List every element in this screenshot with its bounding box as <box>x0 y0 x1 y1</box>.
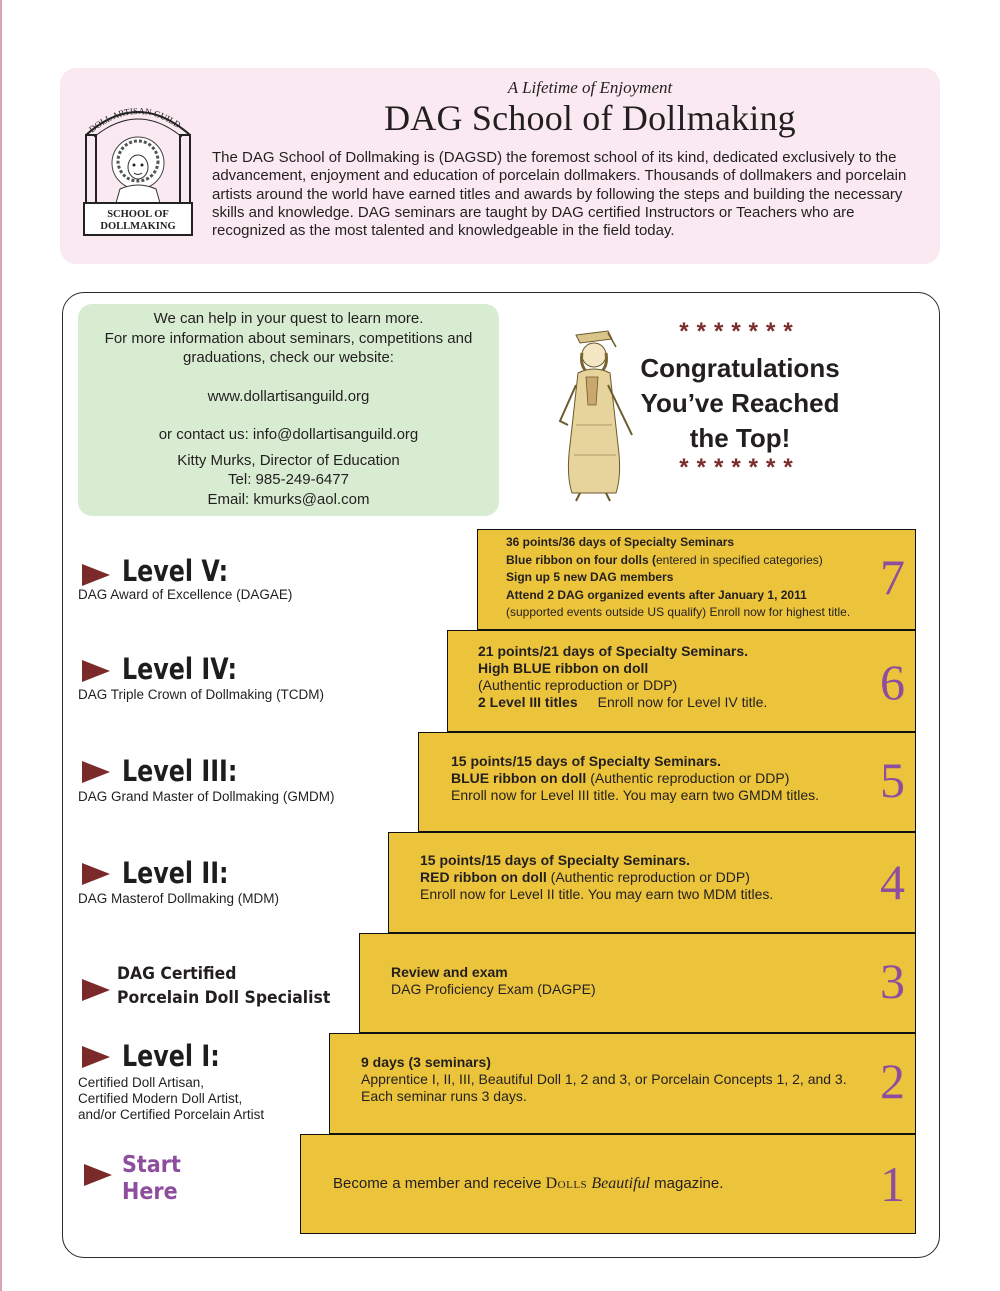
svg-text:DOLL ARTISAN GUILD <box>87 106 183 135</box>
tagline: A Lifetime of Enjoyment <box>507 78 673 97</box>
intro-paragraph: The DAG School of Dollmaking is (DAGSD) the foremost school of its kind, dedicated exclusively to the advancement, enjoyment and education of porcelain dollmakers. Thousands of dollmakers and porcelain artists around the world have earned titles and awards by following the steps and building the necessary skills and knowledge. DAG seminars are taught by DAG certified Instructors or Teachers who are recognized as the most talented and knowledgeable in the field today. <box>212 149 907 240</box>
director-email[interactable]: Email: kmurks@aol.com <box>207 490 370 508</box>
level-v-name: Level V: <box>122 554 229 588</box>
level-ii-title: DAG Masterof Dollmaking (MDM) <box>78 891 280 906</box>
doll-artisan-guild-logo <box>80 95 196 237</box>
step-4-line3: Enroll now for Level II title. You may earn two MDM titles. <box>420 886 774 902</box>
step-2-line3: Each seminar runs 3 days. <box>361 1088 527 1104</box>
step-2-number: 2 <box>880 1053 905 1109</box>
arrow-icon <box>82 979 110 1001</box>
dolls-beautiful-wordmark-beautiful: Beautiful <box>591 1175 650 1192</box>
arrow-icon <box>82 1046 110 1068</box>
page-edge-rule <box>0 0 2 1291</box>
step-7-line3: Sign up 5 new DAG members <box>506 570 674 584</box>
certified-line1: DAG Certified <box>117 964 237 984</box>
congrats-line2: You’ve Reached <box>640 388 840 418</box>
contact-info-box <box>78 304 499 516</box>
stars-bottom: ******* <box>679 454 801 481</box>
contact-line2: For more information about seminars, competitions and <box>104 329 473 347</box>
step-5-number: 5 <box>880 752 905 808</box>
level-i-name: Level I: <box>122 1039 220 1073</box>
start-line2: Here <box>122 1179 178 1205</box>
congrats-line3: the Top! <box>689 423 791 453</box>
step-3-number: 3 <box>880 953 905 1009</box>
step-7-line5: (supported events outside US qualify) Enroll now for highest title. <box>506 605 851 619</box>
step-6-line1: 21 points/21 days of Specialty Seminars. <box>478 643 748 659</box>
congrats-heading <box>610 351 870 456</box>
page-title: DAG School of Dollmaking <box>384 98 796 138</box>
step-5-line3: Enroll now for Level III title. You may earn two GMDM titles. <box>451 787 820 803</box>
website-link[interactable]: www.dollartisanguild.org <box>207 387 370 405</box>
logo-plaque-line2: DOLLMAKING <box>100 221 176 232</box>
step-4-number: 4 <box>880 854 905 910</box>
step-7-line1: 36 points/36 days of Specialty Seminars <box>506 535 735 549</box>
step-3-line2: DAG Proficiency Exam (DAGPE) <box>391 981 596 997</box>
step-3-text <box>391 964 596 998</box>
level-iv-name: Level IV: <box>122 652 238 686</box>
step-2 <box>329 1033 916 1134</box>
step-6-number: 6 <box>880 654 905 710</box>
step-3-line1: Review and exam <box>391 964 508 980</box>
step-4-line1: 15 points/15 days of Specialty Seminars. <box>420 852 690 868</box>
step-6-line4: 2 Level III titles Enroll now for Level IV title. <box>478 694 768 710</box>
step-5-line1: 15 points/15 days of Specialty Seminars. <box>451 753 721 769</box>
arrow-icon <box>82 564 110 586</box>
step-7 <box>477 529 916 630</box>
step-6-line3: (Authentic reproduction or DDP) <box>478 677 678 693</box>
step-2-line1: 9 days (3 seminars) <box>361 1054 491 1070</box>
logo-plaque-line1: SCHOOL OF <box>107 209 169 220</box>
arrow-icon <box>82 660 110 682</box>
start-line1: Start <box>122 1152 181 1178</box>
step-7-line2: Blue ribbon on four dolls (entered in specified categories) <box>506 552 823 567</box>
level-i-title3: and/or Certified Porcelain Artist <box>78 1107 265 1122</box>
contact-email-line[interactable]: or contact us: info@dollartisanguild.org <box>158 426 419 443</box>
level-iii-title: DAG Grand Master of Dollmaking (GMDM) <box>78 789 335 804</box>
step-5-text <box>451 753 819 804</box>
step-6-line2: High BLUE ribbon on doll <box>478 660 649 676</box>
level-ii-name: Level II: <box>122 856 229 890</box>
contact-line1: We can help in your quest to learn more. <box>153 310 424 327</box>
step-4-line2: RED ribbon on doll (Authentic reproduction or DDP) <box>420 869 750 885</box>
step-2-line2: Apprentice I, II, III, Beautiful Doll 1, 2 and 3, or Porcelain Concepts 1, 2, and 3. <box>361 1071 847 1087</box>
arrow-icon <box>84 1164 112 1186</box>
certified-line2: Porcelain Doll Specialist <box>117 988 331 1008</box>
step-1 <box>300 1134 916 1234</box>
level-v-title: DAG Award of Excellence (DAGAE) <box>78 587 293 602</box>
step-4-text <box>420 852 773 903</box>
step-5 <box>418 732 916 832</box>
level-i-title2: Certified Modern Doll Artist, <box>78 1091 243 1106</box>
step-6 <box>447 630 916 732</box>
step-7-text <box>506 534 850 622</box>
logo-arc-text: DOLL ARTISAN GUILD <box>87 105 183 135</box>
level-iii-name: Level III: <box>122 754 238 788</box>
arrow-icon <box>82 761 110 783</box>
director-name: Kitty Murks, Director of Education <box>177 451 400 469</box>
step-7-number: 7 <box>880 549 905 605</box>
level-i-title1: Certified Doll Artisan, <box>78 1075 205 1090</box>
step-5-line2: BLUE ribbon on doll (Authentic reproduction or DDP) <box>451 770 790 786</box>
congrats-line1: Congratulations <box>640 353 840 383</box>
step-6-text <box>478 643 767 711</box>
stars-top: ******* <box>679 318 801 345</box>
step-2-text <box>361 1054 847 1105</box>
step-1-number: 1 <box>880 1156 905 1212</box>
dolls-beautiful-wordmark-dolls: Dolls <box>545 1175 588 1192</box>
director-phone: Tel: 985-249-6477 <box>228 471 349 488</box>
contact-line3: graduations, check our website: <box>183 349 394 366</box>
level-iv-title: DAG Triple Crown of Dollmaking (TCDM) <box>78 687 325 702</box>
step-4 <box>388 832 916 933</box>
step-1-text: Become a member and receive Dolls Beautiful magazine. <box>333 1175 724 1192</box>
step-3 <box>359 933 916 1033</box>
step-7-line4: Attend 2 DAG organized events after January 1, 2011 <box>506 587 807 602</box>
arrow-icon <box>82 863 110 885</box>
